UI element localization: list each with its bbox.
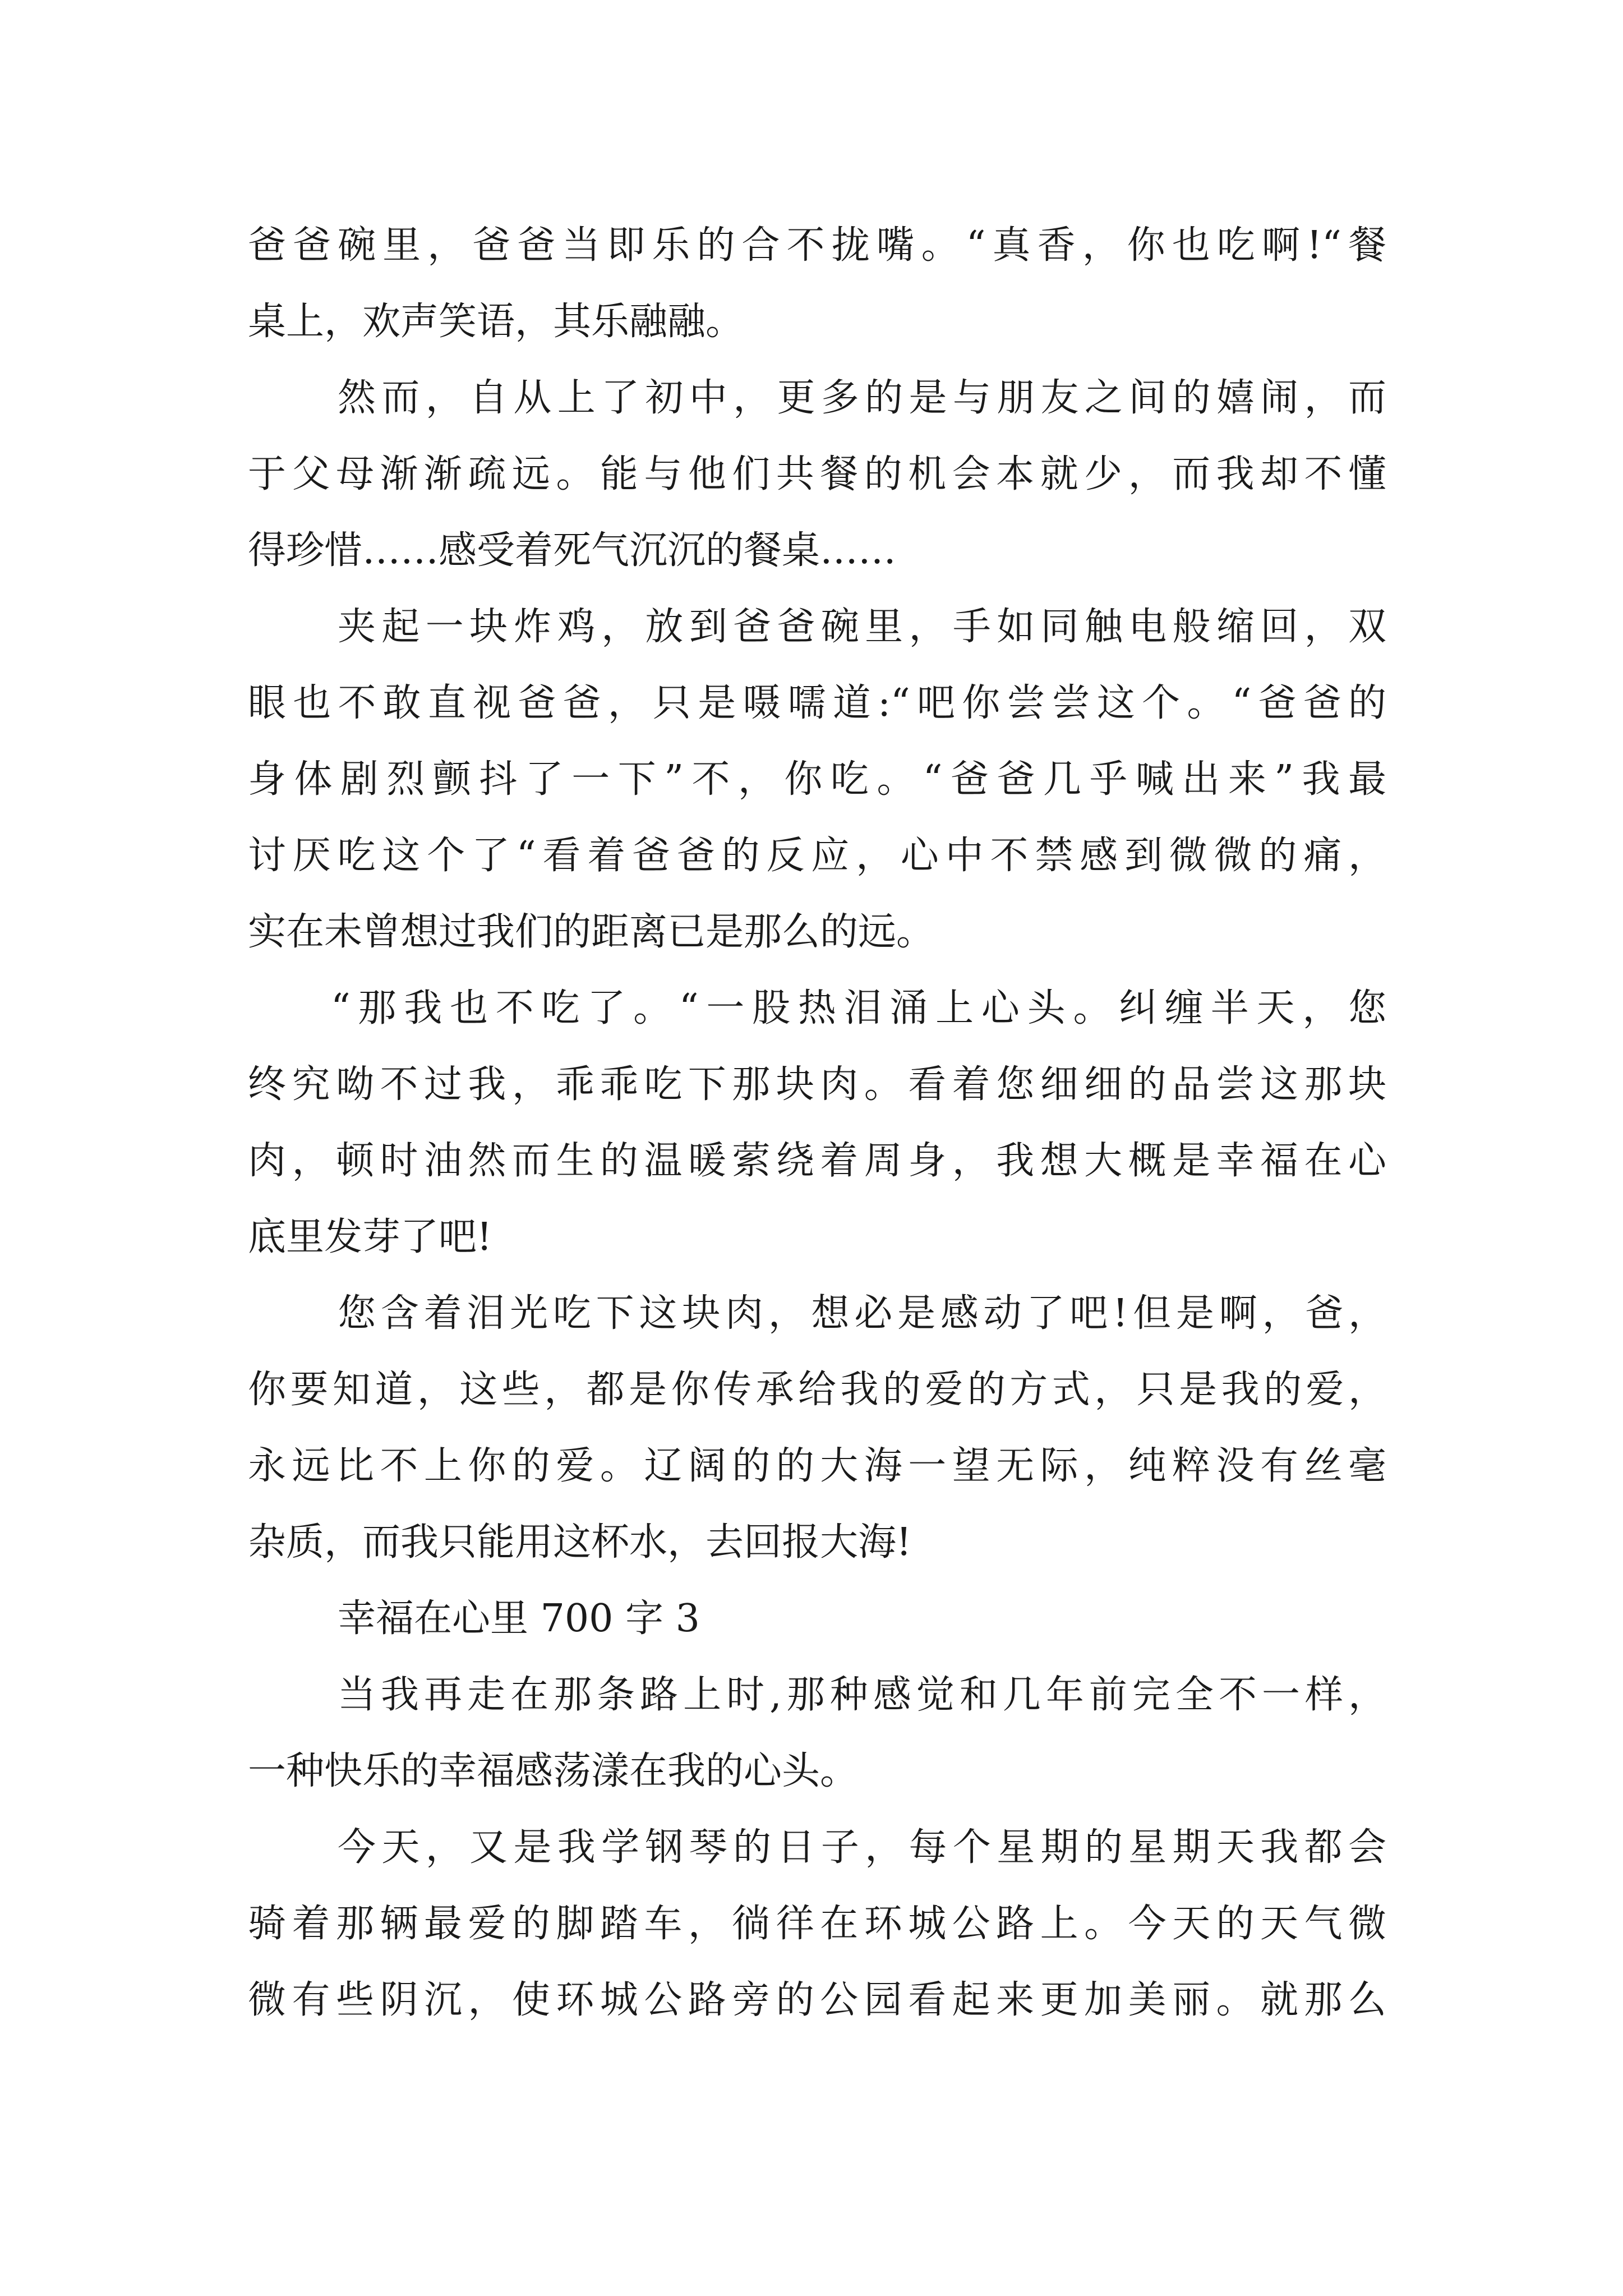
text-line: 得珍惜……感受着死气沉沉的餐桌…… [248, 528, 897, 573]
text-line: 永远比不上你的爱。辽阔的的大海一望无际，纯粹没有丝毫 [248, 1444, 1386, 1488]
text-line: 爸爸碗里，爸爸当即乐的合不拢嘴。“真香，你也吃啊!“餐 [248, 223, 1386, 268]
text-line: 骑着那辆最爱的脚踏车，徜徉在环城公路上。今天的天气微 [248, 1902, 1386, 1946]
text-line: 桌上，欢声笑语，其乐融融。 [248, 300, 744, 344]
text-line: 讨厌吃这个了“看着爸爸的反应，心中不禁感到微微的痛， [248, 834, 1386, 878]
text-line: 实在未曾想过我们的距离已是那么的远。 [248, 910, 935, 954]
document-body [248, 208, 1386, 2039]
text-line: 眼也不敢直视爸爸，只是嗫嚅道:“吧你尝尝这个。“爸爸的 [248, 681, 1386, 725]
paragraph-start-line: 当我再走在那条路上时,那种感觉和几年前完全不一样， [338, 1673, 1386, 1717]
text-line: 你要知道，这些，都是你传承给我的爱的方式，只是我的爱， [248, 1368, 1386, 1412]
text-line: 杂质，而我只能用这杯水，去回报大海! [248, 1520, 912, 1565]
text-line: 肉，顿时油然而生的温暖萦绕着周身，我想大概是幸福在心 [248, 1139, 1386, 1183]
text-line: 底里发芽了吧! [248, 1215, 492, 1259]
text-line: 终究呦不过我，乖乖吃下那块肉。看着您细细的品尝这那块 [248, 1062, 1386, 1107]
text-line: 一种快乐的幸福感荡漾在我的心头。 [248, 1749, 859, 1793]
paragraph-start-line: 夹起一块炸鸡，放到爸爸碗里，手如同触电般缩回，双 [338, 605, 1386, 649]
paragraph-start-line: “那我也不吃了。“一股热泪涌上心头。纠缠半天，您 [331, 986, 1386, 1030]
paragraph-start-line: 您含着泪光吃下这块肉，想必是感动了吧!但是啊，爸， [338, 1291, 1386, 1336]
text-line: 于父母渐渐疏远。能与他们共餐的机会本就少，而我却不懂 [248, 452, 1386, 496]
paragraph-start-line: 今天，又是我学钢琴的日子，每个星期的星期天我都会 [338, 1825, 1386, 1870]
paragraph-start-line: 然而，自从上了初中，更多的是与朋友之间的嬉闹，而 [338, 376, 1386, 420]
section-heading: 幸福在心里 700 字 3 [338, 1596, 700, 1641]
text-line: 微有些阴沉，使环城公路旁的公园看起来更加美丽。就那么 [248, 1978, 1386, 2022]
text-line: 身体剧烈颤抖了一下”不，你吃。“爸爸几乎喊出来”我最 [248, 757, 1386, 802]
